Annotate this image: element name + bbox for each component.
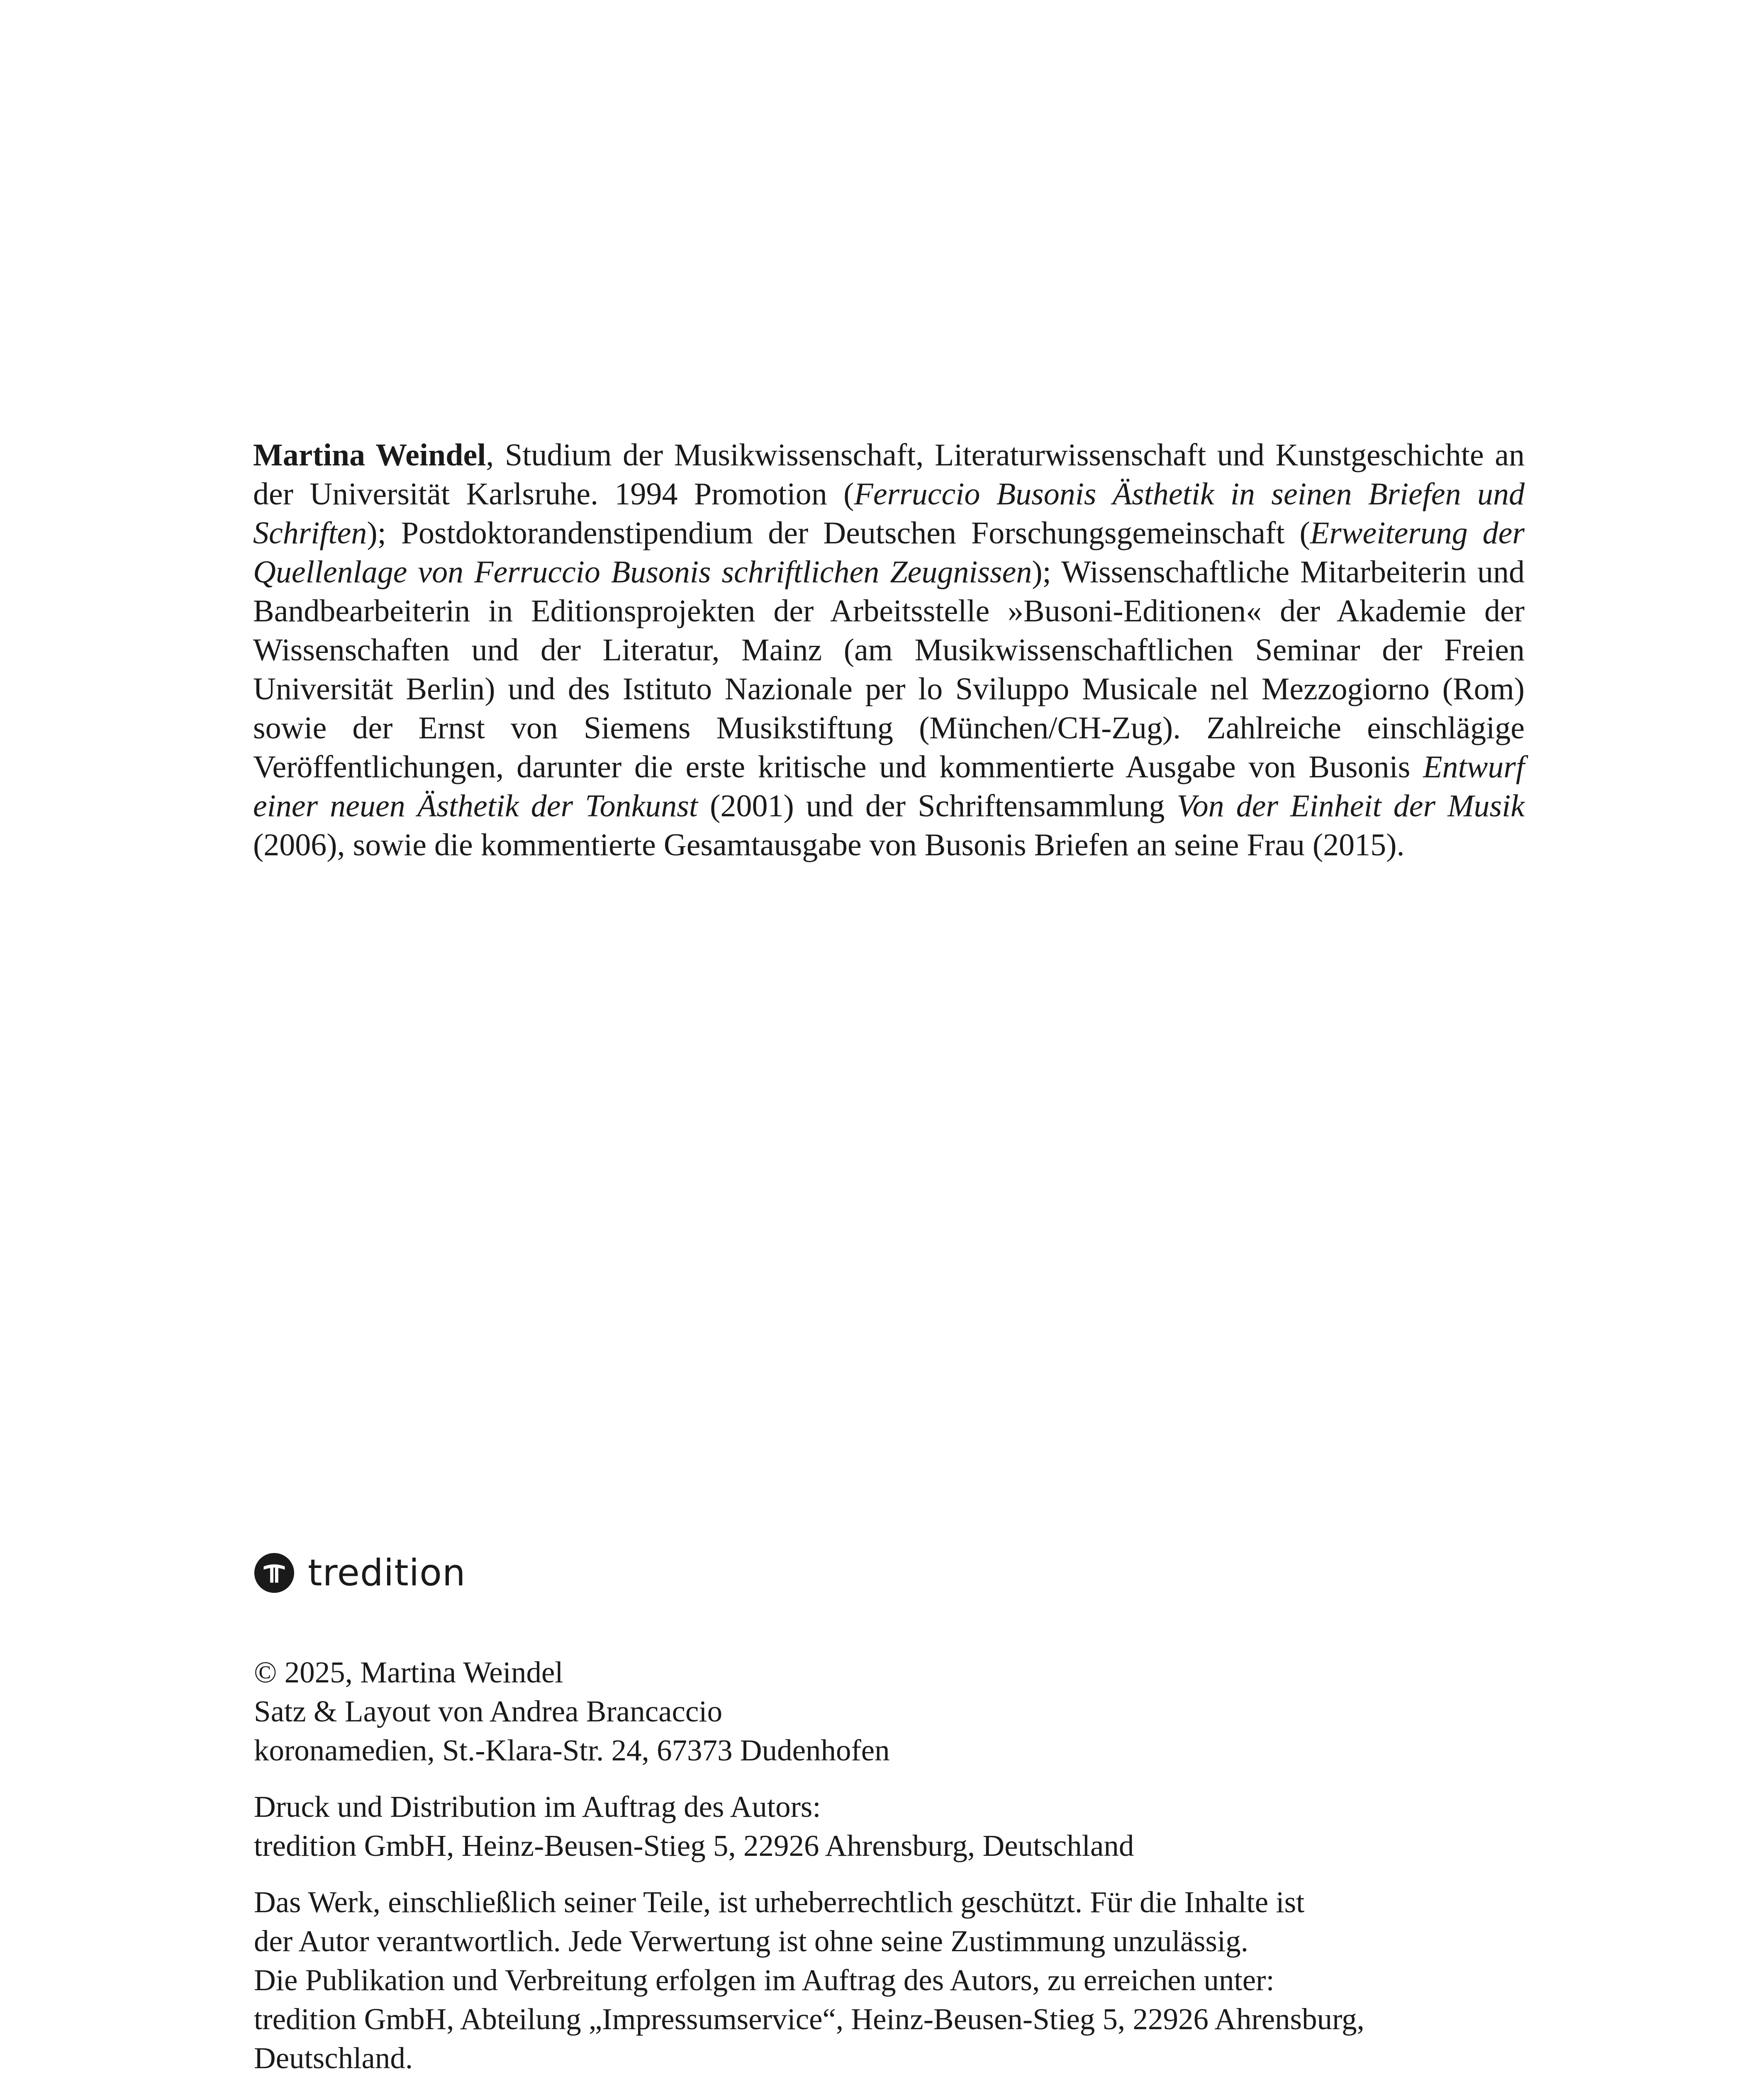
layout-address: koronamedien, St.-Klara-Str. 24, 67373 Dudenhofen xyxy=(254,1733,890,1767)
author-biography xyxy=(253,436,1525,864)
bio-title-dissertation: Ferruccio Busonis Ästhetik in seinen Briefen und Schriften xyxy=(253,477,1525,550)
copyright-line: © 2025, Martina Weindel xyxy=(254,1655,563,1689)
imprint-print-block xyxy=(254,1787,1540,1865)
publisher-name: tredition xyxy=(308,1551,466,1594)
print-heading: Druck und Distribution im Auftrag des Autors: xyxy=(254,1790,821,1823)
layout-credit: Satz & Layout von Andrea Brancaccio xyxy=(254,1694,723,1728)
bio-title-entwurf: Entwurf einer neuen Ästhetik der Tonkunst xyxy=(253,750,1525,823)
tredition-logo-icon xyxy=(254,1553,295,1593)
bio-text-4: (2001) und der Schriftensammlung xyxy=(698,789,1177,823)
bio-title-einheit: Von der Einheit der Musik xyxy=(1177,789,1525,823)
publisher-logo xyxy=(254,1552,466,1594)
print-address: tredition GmbH, Heinz-Beusen-Stieg 5, 22926 Ahrensburg, Deutschland xyxy=(254,1829,1134,1862)
imprint xyxy=(254,1653,1540,2074)
rights-line-4: tredition GmbH, Abteilung „Impressumservice“, Heinz-Beusen-Stieg 5, 22926 Ahrensburg, xyxy=(254,2002,1364,2036)
rights-line-2: der Autor verantwortlich. Jede Verwertung ist ohne seine Zustimmung unzulässig. xyxy=(254,1924,1249,1958)
bio-title-project: Erweiterung der Quellenlage von Ferruccio Busonis schriftlichen Zeugnissen xyxy=(253,516,1525,589)
rights-line-3: Die Publikation und Verbreitung erfolgen im Auftrag des Autors, zu erreichen unter: xyxy=(254,1963,1274,1997)
bio-text-5: (2006), sowie die kommentierte Gesamtausgabe von Busonis Briefen an seine Frau (2015). xyxy=(253,828,1405,862)
author-name: Martina Weindel xyxy=(253,438,486,472)
imprint-copyright-block xyxy=(254,1653,1540,1770)
bio-text-2: ); Postdoktorandenstipendium der Deutschen Forschungsgemeinschaft ( xyxy=(367,516,1310,550)
rights-line-5: Deutschland. xyxy=(254,2041,413,2074)
bio-text-3: ); Wissenschaftliche Mitarbeiterin und Bandbearbeiterin in Editionsprojekten der Arbeitsstelle »Busoni-Editionen« der Akademie der Wissenschaften und der Literatur, Mainz (am Musikwissenschaftlichen Seminar der Freien Universität Berlin) und des Istituto Nazionale per lo Sviluppo Musicale nel Mezzogiorno (Rom) sowie der Ernst von Siemens Musikstiftung (München/CH-Zug). Zahlreiche einschlägige Veröffentlichungen, darunter die erste kritische und kommentierte Ausgabe von Busonis xyxy=(253,555,1525,784)
rights-line-1: Das Werk, einschließlich seiner Teile, ist urheberrechtlich geschützt. Für die Inhalte ist xyxy=(254,1885,1305,1919)
imprint-rights-block xyxy=(254,1883,1540,2074)
bio-text-1: , Studium der Musikwissenschaft, Literaturwissenschaft und Kunstgeschichte an der Universität Karlsruhe. 1994 Promotion ( xyxy=(253,438,1525,511)
